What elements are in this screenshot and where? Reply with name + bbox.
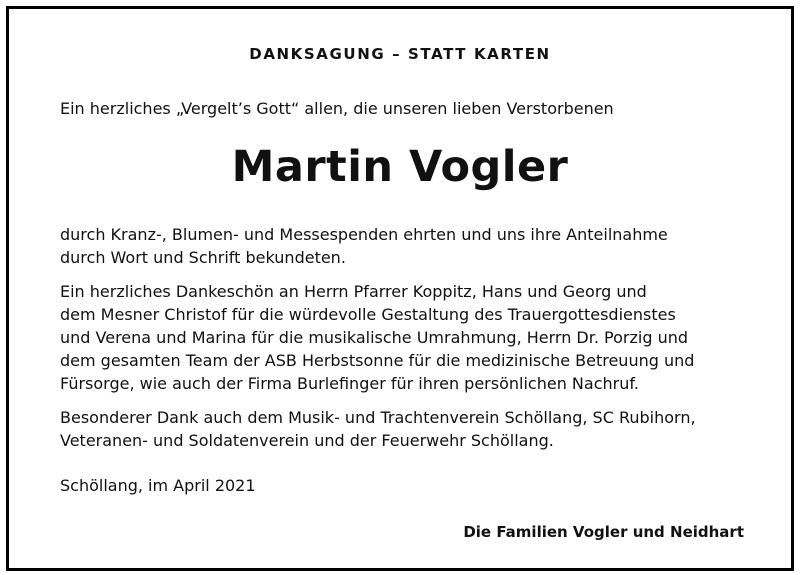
place-date: Schöllang, im April 2021 — [60, 476, 256, 495]
thanks-paragraph-associations: Besonderer Dank auch dem Musik- und Trachtenverein Schöllang, SC Rubihorn, Veteranen- und Soldatenverein und der Feuerwehr Schöllang. — [60, 408, 696, 450]
family-signature: Die Familien Vogler und Neidhart — [463, 523, 744, 541]
thanks-paragraph-service: Ein herzliches Dankeschön an Herrn Pfarrer Koppitz, Hans und Georg und dem Mesner Christof für die würdevolle Gestaltung des Trauergottesdienstes und Verena und Marina für die musikalische Umrahmung, Herrn Dr. Porzig und dem gesamten Team der ASB Herbstsonne für die medizinische Betreuung und Fürsorge, wie auch der Firma Burlefinger für ihren persönlichen Nachruf. — [60, 282, 695, 393]
thanks-paragraph-donations: durch Kranz-, Blumen- und Messespenden ehrten und uns ihre Anteilnahme durch Wort und Schrift bekundeten. — [60, 225, 668, 267]
obituary-notice — [6, 6, 794, 571]
deceased-name: Martin Vogler — [231, 142, 569, 192]
notice-heading: DANKSAGUNG – STATT KARTEN — [249, 45, 551, 63]
intro-text: Ein herzliches „Vergelt’s Gott“ allen, die unseren lieben Verstorbenen — [60, 99, 614, 118]
